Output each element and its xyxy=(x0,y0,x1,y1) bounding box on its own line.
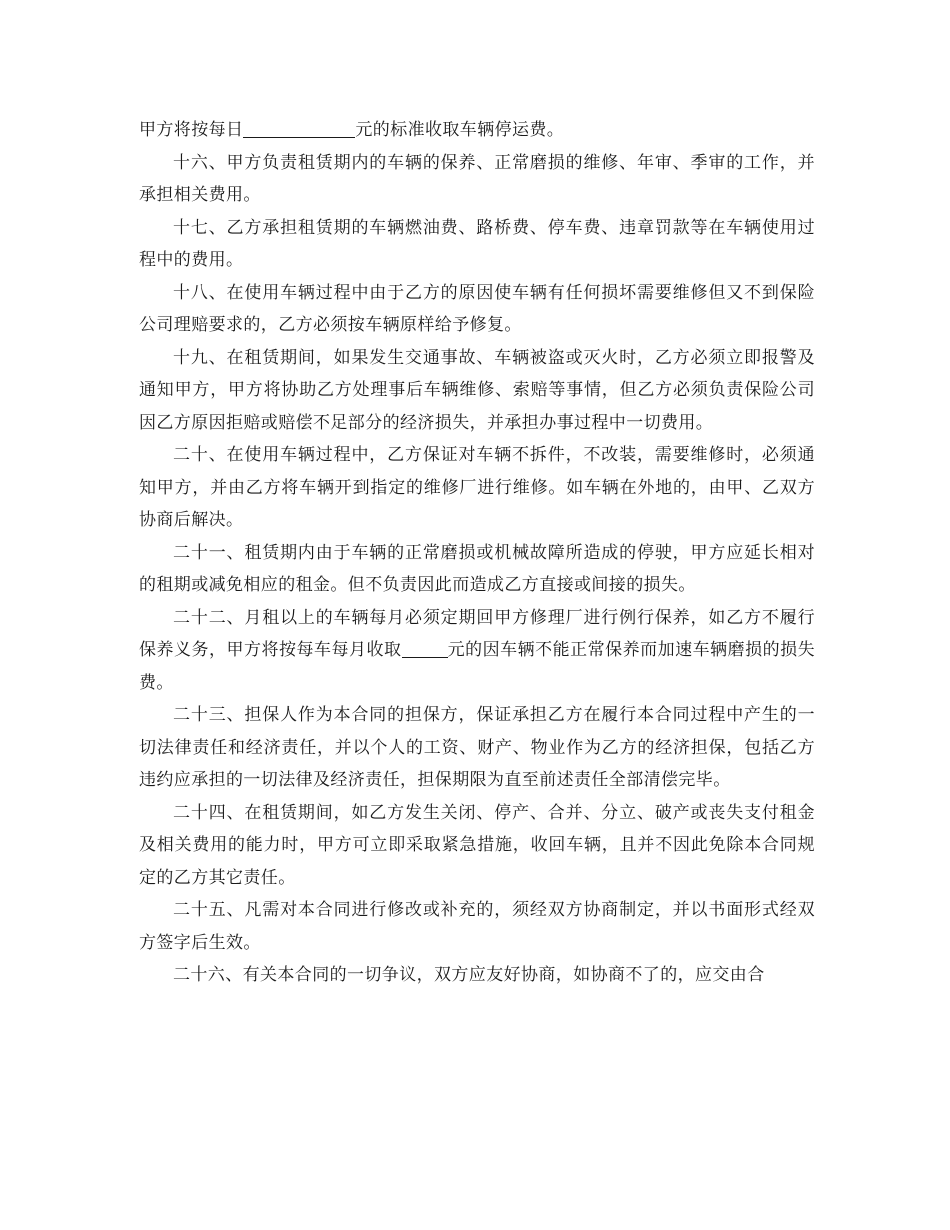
paragraph-text: 二十二、月租以上的车辆每月必须定期回甲方修理厂进行例行保养，如乙方不履行保养义务，甲方将按每车每月收取 xyxy=(139,607,815,660)
paragraph-stop-fee xyxy=(139,114,815,147)
paragraph-text: 元的因车辆不能正常保养而加速车辆磨损的损失费。 xyxy=(139,640,815,693)
clause-24: 二十四、在租赁期间，如乙方发生关闭、停产、合并、分立、破产或丧失支付租金及相关费用的能力时，甲方可立即采取紧急措施，收回车辆，且并不因此免除本合同规定的乙方其它责任。 xyxy=(139,802,815,888)
clause-19: 十九、在租赁期间，如果发生交通事故、车辆被盗或灭火时，乙方必须立即报警及通知甲方，甲方将协助乙方处理事后车辆维修、索赔等事情，但乙方必须负责保险公司因乙方原因拒赔或赔偿不足部分的经济损失，并承担办事过程中一切费用。 xyxy=(139,347,815,433)
clause-26: 二十六、有关本合同的一切争议，双方应友好协商，如协商不了的，应交由合 xyxy=(173,965,765,985)
clause-16: 十六、甲方负责租赁期内的车辆的保养、正常磨损的维修、年审、季审的工作，并承担相关费用。 xyxy=(139,152,815,205)
clause-18: 十八、在使用车辆过程中由于乙方的原因使车辆有任何损坏需要维修但又不到保险公司理赔要求的，乙方必须按车辆原样给予修复。 xyxy=(139,282,815,335)
clause-17: 十七、乙方承担租赁期的车辆燃油费、路桥费、停车费、违章罚款等在车辆使用过程中的费用。 xyxy=(139,217,815,270)
clause-22 xyxy=(139,602,815,700)
clause-20: 二十、在使用车辆过程中，乙方保证对车辆不拆件，不改装，需要维修时，必须通知甲方，并由乙方将车辆开到指定的维修厂进行维修。如车辆在外地的，由甲、乙双方协商后解决。 xyxy=(139,445,815,530)
clause-25: 二十五、凡需对本合同进行修改或补充的，须经双方协商制定，并以书面形式经双方签字后生效。 xyxy=(139,900,815,953)
paragraph-text: 元的标准收取车辆停运费。 xyxy=(355,120,565,140)
clause-23: 二十三、担保人作为本合同的担保方，保证承担乙方在履行本合同过程中产生的一切法律责任和经济责任，并以个人的工资、财产、物业作为乙方的经济担保，包括乙方违约应承担的一切法律及经济责任，担保期限为直至前述责任全部清偿完毕。 xyxy=(139,705,815,790)
fill-in-blank xyxy=(243,119,355,138)
fill-in-blank xyxy=(402,639,448,658)
contract-body xyxy=(139,114,815,992)
paragraph-text: 甲方将按每日 xyxy=(139,120,244,140)
clause-21: 二十一、租赁期内由于车辆的正常磨损或机械故障所造成的停驶，甲方应延长相对的租期或减免相应的租金。但不负责因此而造成乙方直接或间接的损失。 xyxy=(139,542,815,595)
